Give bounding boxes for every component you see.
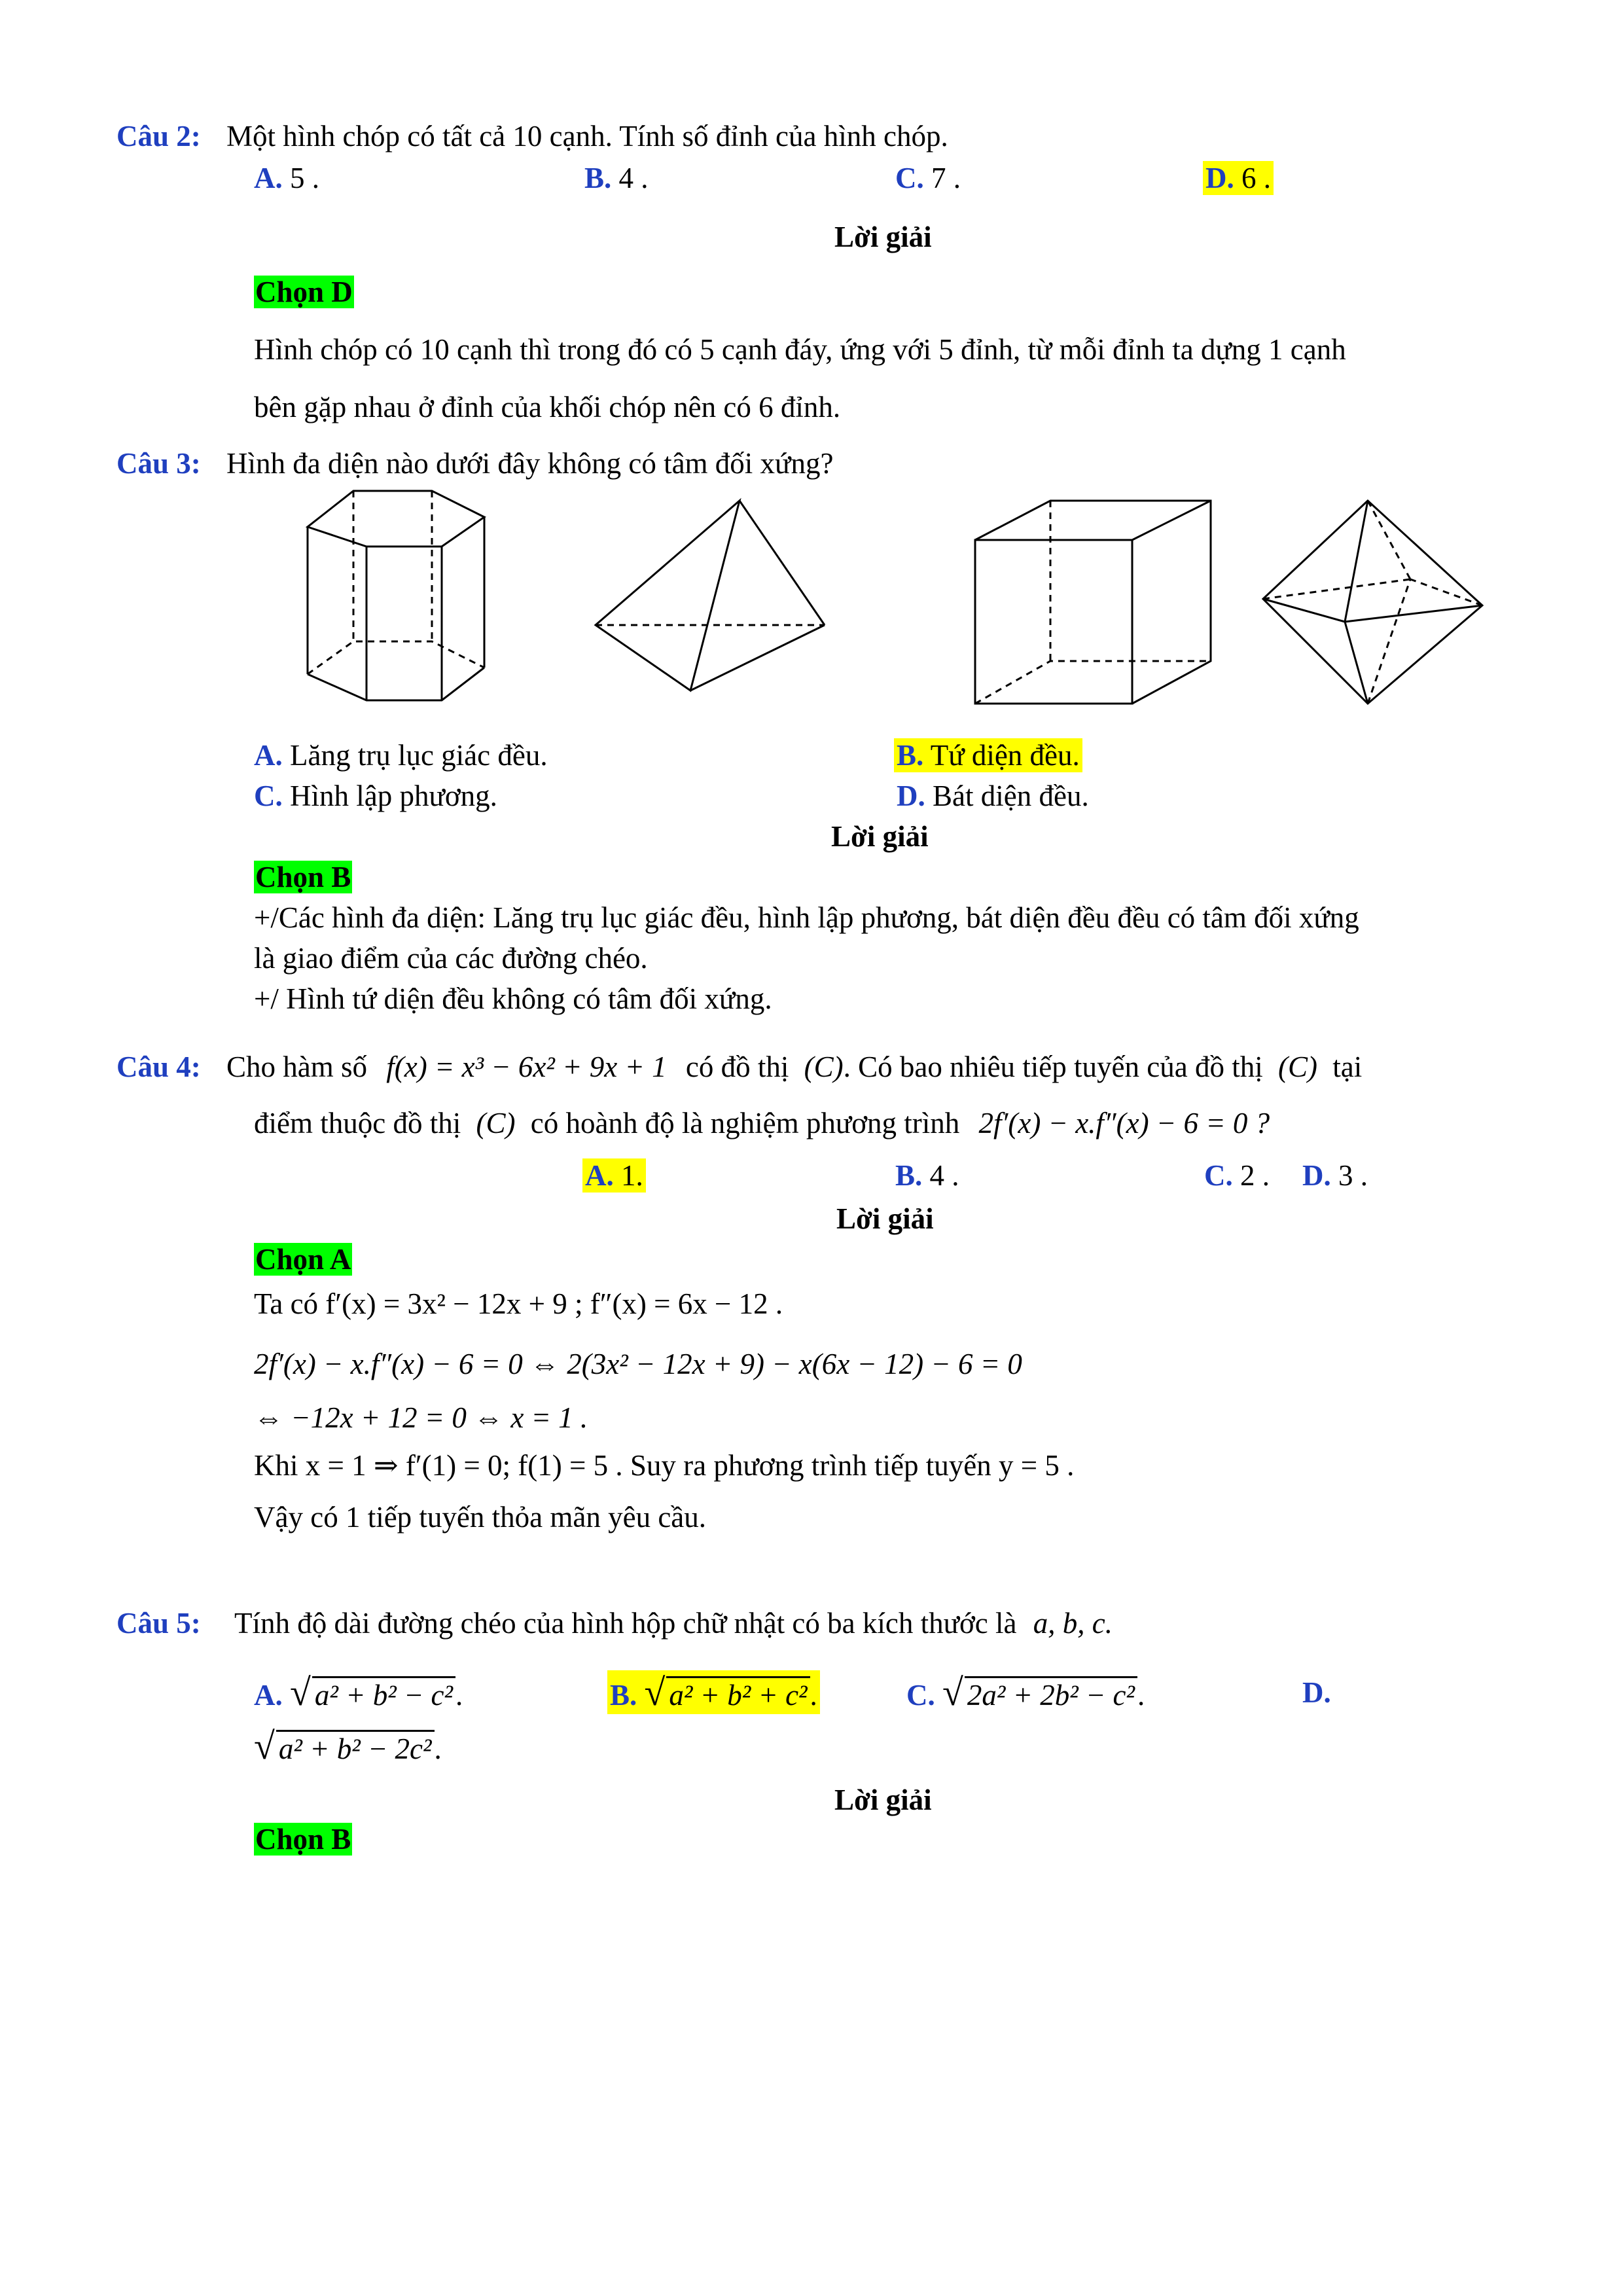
q3-option-c[interactable]: C. Hình lập phương.	[254, 780, 497, 812]
octahedron-figure	[1257, 494, 1505, 717]
q3-label: Câu 3:	[116, 447, 201, 480]
q2-solution-title: Lời giải	[834, 221, 932, 253]
q3-text: Hình đa diện nào dưới đây không có tâm đối xứng?	[226, 447, 834, 480]
q5-option-a[interactable]: A. √ a² + b² − c².	[254, 1671, 463, 1713]
q4-line-1: Câu 4: Cho hàm số f(x) = x³ − 6x² + 9x + 1 có đồ thị (C). Có bao nhiêu tiếp tuyến của đồ thị (C) tại	[116, 1050, 1363, 1083]
q2-label: Câu 2:	[116, 120, 201, 152]
q5-choice: Chọn B	[255, 1823, 351, 1856]
q5-line: Câu 5: Tính độ dài đường chéo của hình hộp chữ nhật có ba kích thước là a, b, c.	[116, 1607, 1113, 1640]
q5-option-b[interactable]: B. √ a² + b² + c².	[607, 1670, 820, 1714]
q2-line	[116, 119, 948, 153]
q5-text: Tính độ dài đường chéo của hình hộp chữ nhật có ba kích thước là	[234, 1607, 1017, 1640]
q3-choice: Chọn B	[255, 861, 351, 893]
q4-option-b[interactable]: B. 4 .	[895, 1159, 959, 1192]
q3-solution-title: Lời giải	[831, 820, 929, 853]
q4-function: f(x) = x³ − 6x² + 9x + 1	[386, 1050, 667, 1083]
q5-option-c[interactable]: C. √ 2a² + 2b² − c².	[906, 1671, 1145, 1713]
q2-option-d[interactable]: D. 6 .	[1203, 161, 1274, 195]
q4-option-a[interactable]: A. 1.	[582, 1158, 646, 1193]
q2-explanation-line-1: Hình chóp có 10 cạnh thì trong đó có 5 cạnh đáy, ứng với 5 đỉnh, từ mỗi đỉnh ta dựng 1 cạnh	[254, 333, 1346, 366]
q4-label: Câu 4:	[116, 1050, 201, 1083]
q4-solution-title: Lời giải	[836, 1202, 934, 1235]
q5-label: Câu 5:	[116, 1607, 201, 1640]
q4-line-2: điểm thuộc đồ thị (C) có hoành độ là nghiệm phương trình 2f′(x) − x.f″(x) − 6 = 0 ?	[254, 1107, 1270, 1139]
q2-option-b[interactable]: B. 4 .	[584, 162, 649, 194]
q2-explanation-line-2: bên gặp nhau ở đỉnh của khối chóp nên có 6 đỉnh.	[254, 391, 841, 423]
q3-option-a[interactable]: A. Lăng trụ lục giác đều.	[254, 739, 548, 772]
q4-option-d[interactable]: D. 3 .	[1302, 1159, 1368, 1192]
q4-step-4: Khi x = 1 ⇒ f′(1) = 0; f(1) = 5 . Suy ra phương trình tiếp tuyến y = 5 .	[254, 1449, 1075, 1482]
q4-equation: 2f′(x) − x.f″(x) − 6 = 0 ?	[978, 1107, 1270, 1139]
q2-option-a[interactable]: A. 5 .	[254, 162, 319, 194]
q5-option-d-letter[interactable]: D.	[1302, 1676, 1331, 1709]
q4-step-5: Vậy có 1 tiếp tuyến thỏa mãn yêu cầu.	[254, 1501, 707, 1534]
q5-solution-title: Lời giải	[834, 1784, 932, 1816]
q4-step-2: 2f′(x) − x.f″(x) − 6 = 0 ⇔ 2(3x² − 12x + 9) − x(6x − 12) − 6 = 0	[254, 1348, 1022, 1380]
q3-explanation-line-2: là giao điểm của các đường chéo.	[254, 942, 648, 975]
q4-choice: Chọn A	[255, 1243, 351, 1276]
hexagonal-prism-figure	[294, 478, 543, 726]
q3-explanation-line-1: +/Các hình đa diện: Lăng trụ lục giác đều, hình lập phương, bát diện đều đều có tâm đối xứng	[254, 901, 1359, 934]
q3-explanation-line-3: +/ Hình tứ diện đều không có tâm đối xứng.	[254, 982, 772, 1015]
q4-option-c[interactable]: C. 2 .	[1204, 1159, 1270, 1192]
q3-line	[116, 446, 833, 480]
q3-option-d[interactable]: D. Bát diện đều.	[897, 780, 1089, 812]
tetrahedron-figure	[586, 491, 834, 700]
q2-choice: Chọn D	[255, 276, 353, 308]
q2-option-c[interactable]: C. 7 .	[895, 162, 961, 194]
q5-option-d-value[interactable]: √ a² + b² − 2c².	[254, 1725, 442, 1767]
q3-option-b[interactable]: B. Tứ diện đều.	[894, 738, 1082, 772]
q4-step-3: ⇔ −12x + 12 = 0 ⇔ x = 1 .	[254, 1401, 588, 1434]
q2-text: Một hình chóp có tất cả 10 cạnh. Tính số đỉnh của hình chóp.	[226, 120, 948, 152]
q4-step-1: Ta có f′(x) = 3x² − 12x + 9 ; f″(x) = 6x − 12 .	[254, 1287, 783, 1320]
cube-figure	[969, 494, 1217, 717]
